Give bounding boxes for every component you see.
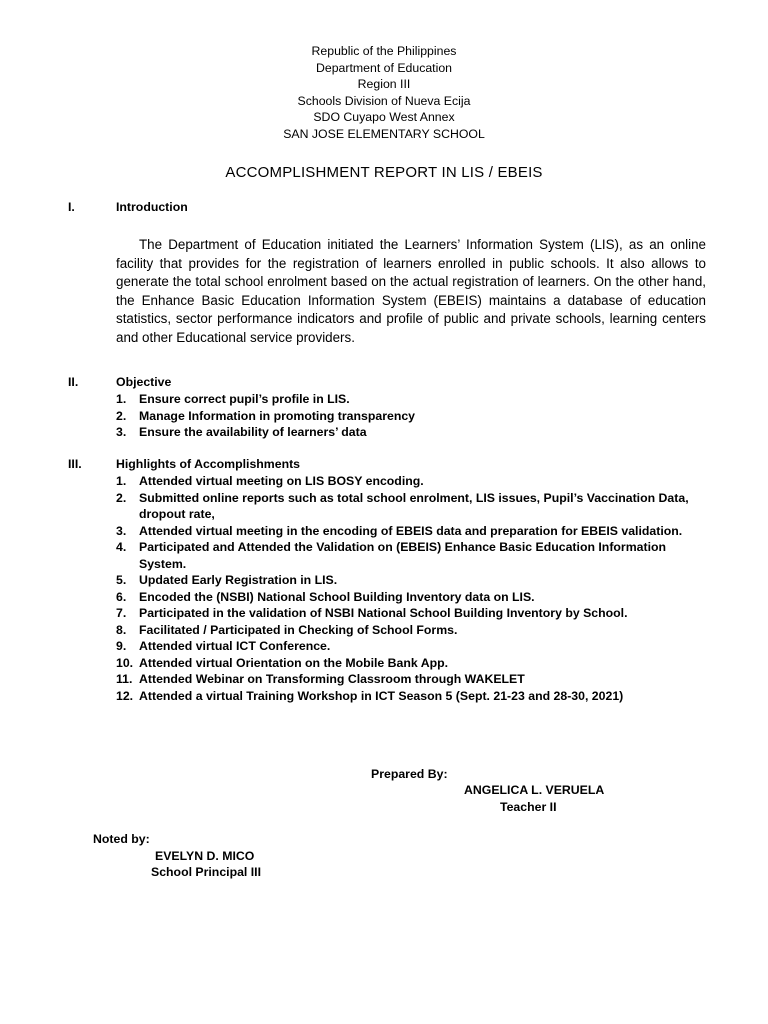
- noted-by-name: EVELYN D. MICO: [155, 849, 255, 863]
- letterhead: [0, 43, 768, 142]
- list-item: [116, 572, 716, 589]
- list-item-number: 1.: [116, 392, 127, 406]
- list-item-text: Attended virtual ICT Conference.: [139, 639, 331, 653]
- list-item: [116, 490, 709, 523]
- introduction-body: [116, 236, 706, 347]
- section-number-objective: II.: [68, 375, 79, 389]
- letterhead-line: Department of Education: [315, 60, 453, 75]
- list-item: [116, 688, 716, 705]
- section-heading-objective: Objective: [116, 375, 172, 389]
- list-item-text: Ensure the availability of learners’ data: [139, 425, 367, 439]
- introduction-paragraph: The Department of Education initiated the Learners’ Information System (LIS), as an online facility that provides for the registration of learners enrolled in public schools. It also allows to generate the total school enrolment based on the actual registration of learners. On the other hand, the Enhance Basic Education Information System (EBEIS) maintains a database of education statistics, sector performance indicators and profile of public and private schools, learning centers and other Educational service providers.: [116, 237, 706, 345]
- list-item-text: Participated and Attended the Validation on (EBEIS) Enhance Basic Education Information System.: [139, 540, 667, 571]
- list-item-number: 3.: [116, 425, 127, 439]
- list-item-number: 12.: [116, 688, 134, 703]
- list-item-number: 1.: [116, 474, 127, 488]
- list-item-number: 5.: [116, 573, 127, 587]
- list-item: [116, 424, 716, 441]
- list-item: [116, 638, 716, 655]
- noted-by-title: School Principal III: [151, 865, 262, 879]
- prepared-by-title: Teacher II: [500, 800, 557, 814]
- list-item: [116, 473, 716, 490]
- list-item-number: 9.: [116, 639, 127, 653]
- list-item-text: Attended Webinar on Transforming Classroom through WAKELET: [139, 672, 525, 686]
- prepared-by-label: Prepared By:: [371, 767, 448, 781]
- list-item-number: 3.: [116, 523, 127, 538]
- list-item-text: Submitted online reports such as total school enrolment, LIS issues, Pupil’s Vaccination Data, dropout rate,: [139, 490, 689, 521]
- list-item-text: Encoded the (NSBI) National School Building Inventory data on LIS.: [139, 589, 535, 604]
- objective-list: [116, 391, 716, 441]
- list-item-text: Updated Early Registration in LIS.: [139, 573, 338, 587]
- list-item-text: Attended virtual meeting in the encoding of EBEIS data and preparation for EBEIS validation.: [139, 523, 683, 538]
- list-item: [116, 523, 716, 540]
- list-item-number: 2.: [116, 490, 127, 505]
- list-item-text: Ensure correct pupil’s profile in LIS.: [139, 392, 350, 406]
- section-number-introduction: I.: [68, 200, 75, 214]
- list-item-text: Attended a virtual Training Workshop in ICT Season 5 (Sept. 21-23 and 28-30, 2021): [139, 688, 624, 703]
- list-item: [116, 671, 716, 688]
- document-title: ACCOMPLISHMENT REPORT IN LIS / EBEIS: [225, 164, 543, 181]
- highlights-list: [116, 473, 716, 704]
- section-heading-highlights: Highlights of Accomplishments: [116, 457, 301, 471]
- list-item-number: 11.: [116, 672, 133, 686]
- noted-by-label: Noted by:: [93, 832, 150, 846]
- list-item: [116, 589, 716, 606]
- list-item-number: 4.: [116, 540, 127, 554]
- letterhead-line: Schools Division of Nueva Ecija: [297, 93, 471, 108]
- list-item-number: 10.: [116, 655, 134, 670]
- list-item-number: 6.: [116, 589, 127, 604]
- list-item-text: Attended virtual meeting on LIS BOSY encoding.: [139, 474, 424, 488]
- list-item: [116, 605, 716, 622]
- letterhead-line: Republic of the Philippines: [311, 44, 457, 58]
- list-item: [116, 539, 716, 572]
- list-item-number: 8.: [116, 622, 127, 637]
- list-item: [116, 622, 716, 639]
- list-item-text: Manage Information in promoting transparency: [139, 408, 416, 423]
- list-item: [116, 391, 716, 408]
- list-item-number: 2.: [116, 408, 127, 423]
- list-item-number: 7.: [116, 606, 127, 620]
- list-item-text: Attended virtual Orientation on the Mobile Bank App.: [139, 655, 449, 670]
- section-heading-introduction: Introduction: [116, 200, 188, 214]
- letterhead-line: SAN JOSE ELEMENTARY SCHOOL: [283, 126, 485, 141]
- list-item-text: Facilitated / Participated in Checking of School Forms.: [139, 622, 458, 637]
- section-number-highlights: III.: [68, 457, 82, 471]
- list-item-text: Participated in the validation of NSBI National School Building Inventory by School.: [139, 606, 628, 620]
- letterhead-line: Region III: [357, 77, 411, 91]
- list-item: [116, 408, 716, 425]
- letterhead-line: SDO Cuyapo West Annex: [313, 110, 455, 124]
- list-item: [116, 655, 716, 672]
- prepared-by-name: ANGELICA L. VERUELA: [464, 783, 605, 797]
